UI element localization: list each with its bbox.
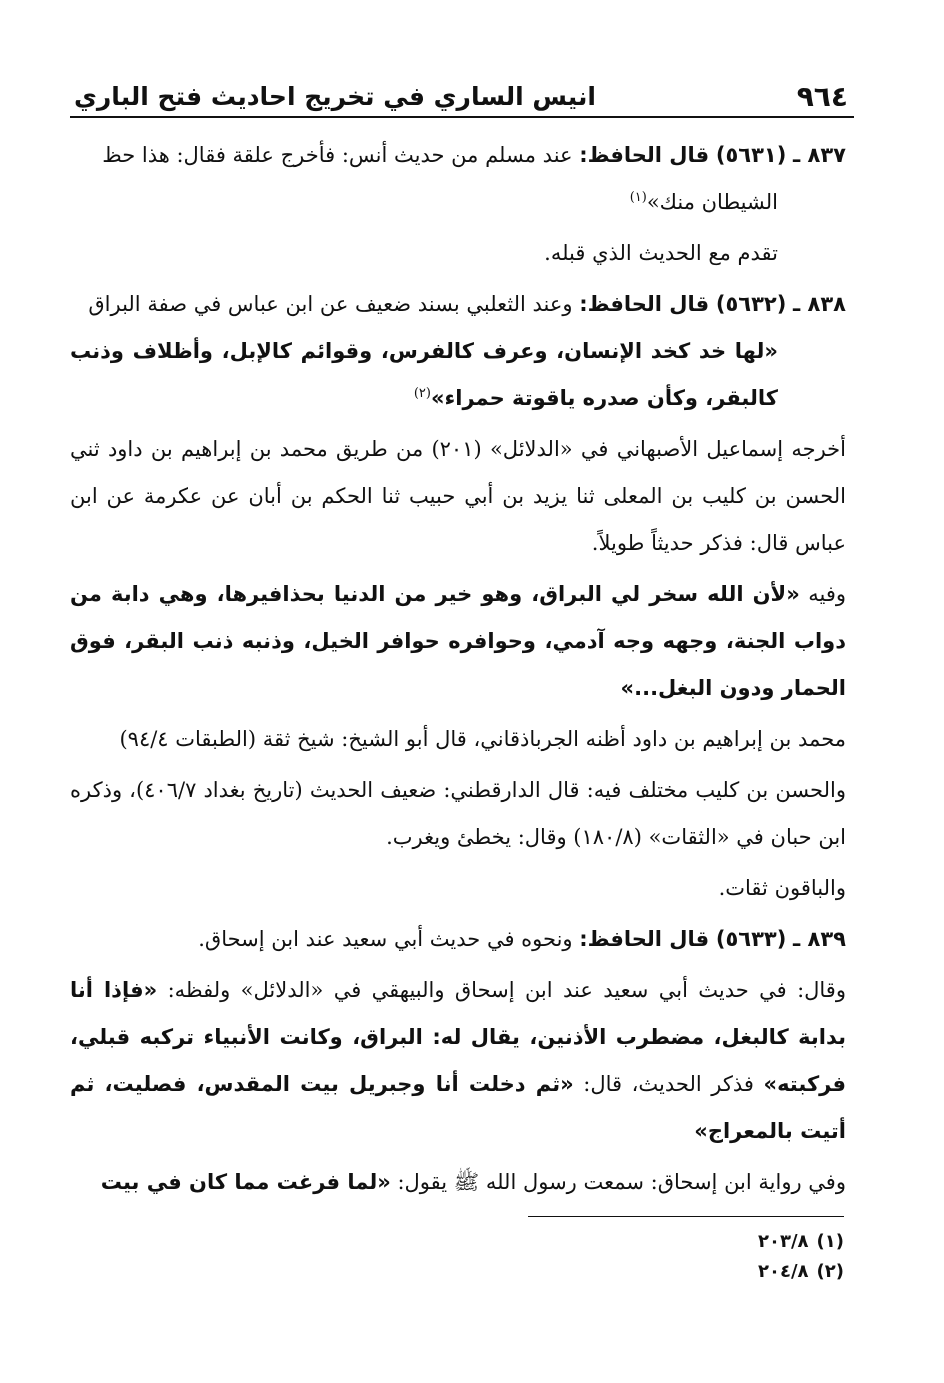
running-head (70, 62, 854, 118)
entry-837 (70, 132, 846, 179)
entry-838 (70, 281, 846, 328)
narrator-paragraph: والحسن بن كليب مختلف فيه: قال الدارقطني: ضعيف الحديث (تاريخ بغداد ٤٠٦/٧)، وذكره ابن حبان في «الثقات» (١٨٠/٨) وقال: يخطئ ويغرب. (70, 778, 846, 849)
entry-text: وعند الثعلبي بسند ضعيف عن ابن عباس في صفة البراق (88, 292, 573, 316)
hadith-quote: «ثم دخلت أنا وجبريل بيت المقدس، فصليت، ثم أتيت بالمعراج» (70, 1072, 846, 1143)
footnote-rule (528, 1216, 844, 1217)
takhrij-paragraph: أخرجه إسماعيل الأصبهاني في «الدلائل» (٢٠١) من طريق محمد بن إبراهيم بن داود ثني الحسن بن كليب بن المعلى ثنا يزيد بن أبي حبيب ثنا الحكم بن أبان عن عكرمة عن ابن عباس قال: فذكر حديثاً طويلاً. (70, 437, 846, 555)
entry-text: عند مسلم من حديث أنس: فأخرج علقة فقال: هذا حظ (102, 143, 573, 167)
hadith-ref: (٥٦٣١) (715, 143, 787, 167)
entry-837-note: تقدم مع الحديث الذي قبله. (544, 241, 778, 265)
entry-text: الشيطان منك» (646, 190, 778, 214)
hadith-quote: «فإذا أنا بدابة كالبغل، مضطرب الأذنين، يقال له: البراق، وكانت الأنبياء تركبه قبلي، فركبته» (70, 978, 846, 1096)
commentary-mid: فذكر الحديث، قال: (583, 1072, 754, 1096)
riwaya-paragraph (70, 1159, 846, 1206)
footnote-marker: (١) (629, 190, 647, 205)
entry-838-quote (70, 328, 778, 422)
hadith-quote: «لها خد كخد الإنسان، وعرف كالفرس، وقوائم كالإبل، وأظلاف وذنب كالبقر، وكأن صدره ياقوتة حمراء» (70, 339, 778, 410)
hadith-ref: (٥٦٣٢) (715, 292, 787, 316)
hadith-quote: «لأن الله سخر لي البراق، وهو خير من الدنيا بحذافيرها، وهي دابة من دواب الجنة، وجهه وجه آدمي، وحوافره حوافر الخيل، وذنبه ذنب البقر، فوق الحمار ودون البغل...» (70, 582, 846, 700)
footnote-1 (524, 1227, 844, 1257)
entry-number: ٨٣٨ ـ (793, 292, 846, 316)
hadith-ref: (٥٦٣٣) (715, 927, 787, 951)
footnote-text: ٢٠٤/٨ (758, 1261, 809, 1282)
entry-837-continuation (70, 179, 778, 226)
hadith-quote: «لما فرغت مما كان في بيت (100, 1170, 391, 1194)
footnotes (524, 1216, 844, 1287)
footnote-marker: (٢) (413, 386, 431, 401)
body-text (70, 132, 846, 1206)
footnote-text: ٢٠٣/٨ (758, 1231, 809, 1252)
entry-lead: قال الحافظ: (579, 143, 710, 167)
footnote-label: (٢) (816, 1261, 844, 1282)
narrator-paragraph: محمد بن إبراهيم بن داود أظنه الجرباذقاني، قال أبو الشيخ: شيخ ثقة (الطبقات ٩٤/٤) (119, 727, 846, 751)
footnote-label: (١) (816, 1231, 844, 1252)
commentary-prefix: وقال: في حديث أبي سعيد عند ابن إسحاق والبيهقي في «الدلائل» ولفظه: (167, 978, 846, 1002)
commentary-paragraph (70, 967, 846, 1155)
entry-number: ٨٣٧ ـ (793, 143, 846, 167)
remaining-narrators: والباقون ثقات. (718, 876, 846, 900)
footnote-2 (524, 1257, 844, 1287)
entry-lead: قال الحافظ: (579, 927, 710, 951)
entry-text: ونحوه في حديث أبي سعيد عند ابن إسحاق. (198, 927, 573, 951)
page-number: ٩٦٤ (796, 80, 848, 113)
entry-839 (70, 916, 846, 963)
header-rule (70, 116, 854, 118)
fihi-paragraph (70, 571, 846, 712)
entry-number: ٨٣٩ ـ (793, 927, 846, 951)
entry-lead: قال الحافظ: (579, 292, 710, 316)
book-title: انيس الساري في تخريج احاديث فتح الباري (74, 82, 596, 111)
fihi-prefix: وفيه (808, 582, 846, 606)
riwaya-prefix: وفي رواية ابن إسحاق: سمعت رسول الله ﷺ يقول: (397, 1170, 846, 1194)
